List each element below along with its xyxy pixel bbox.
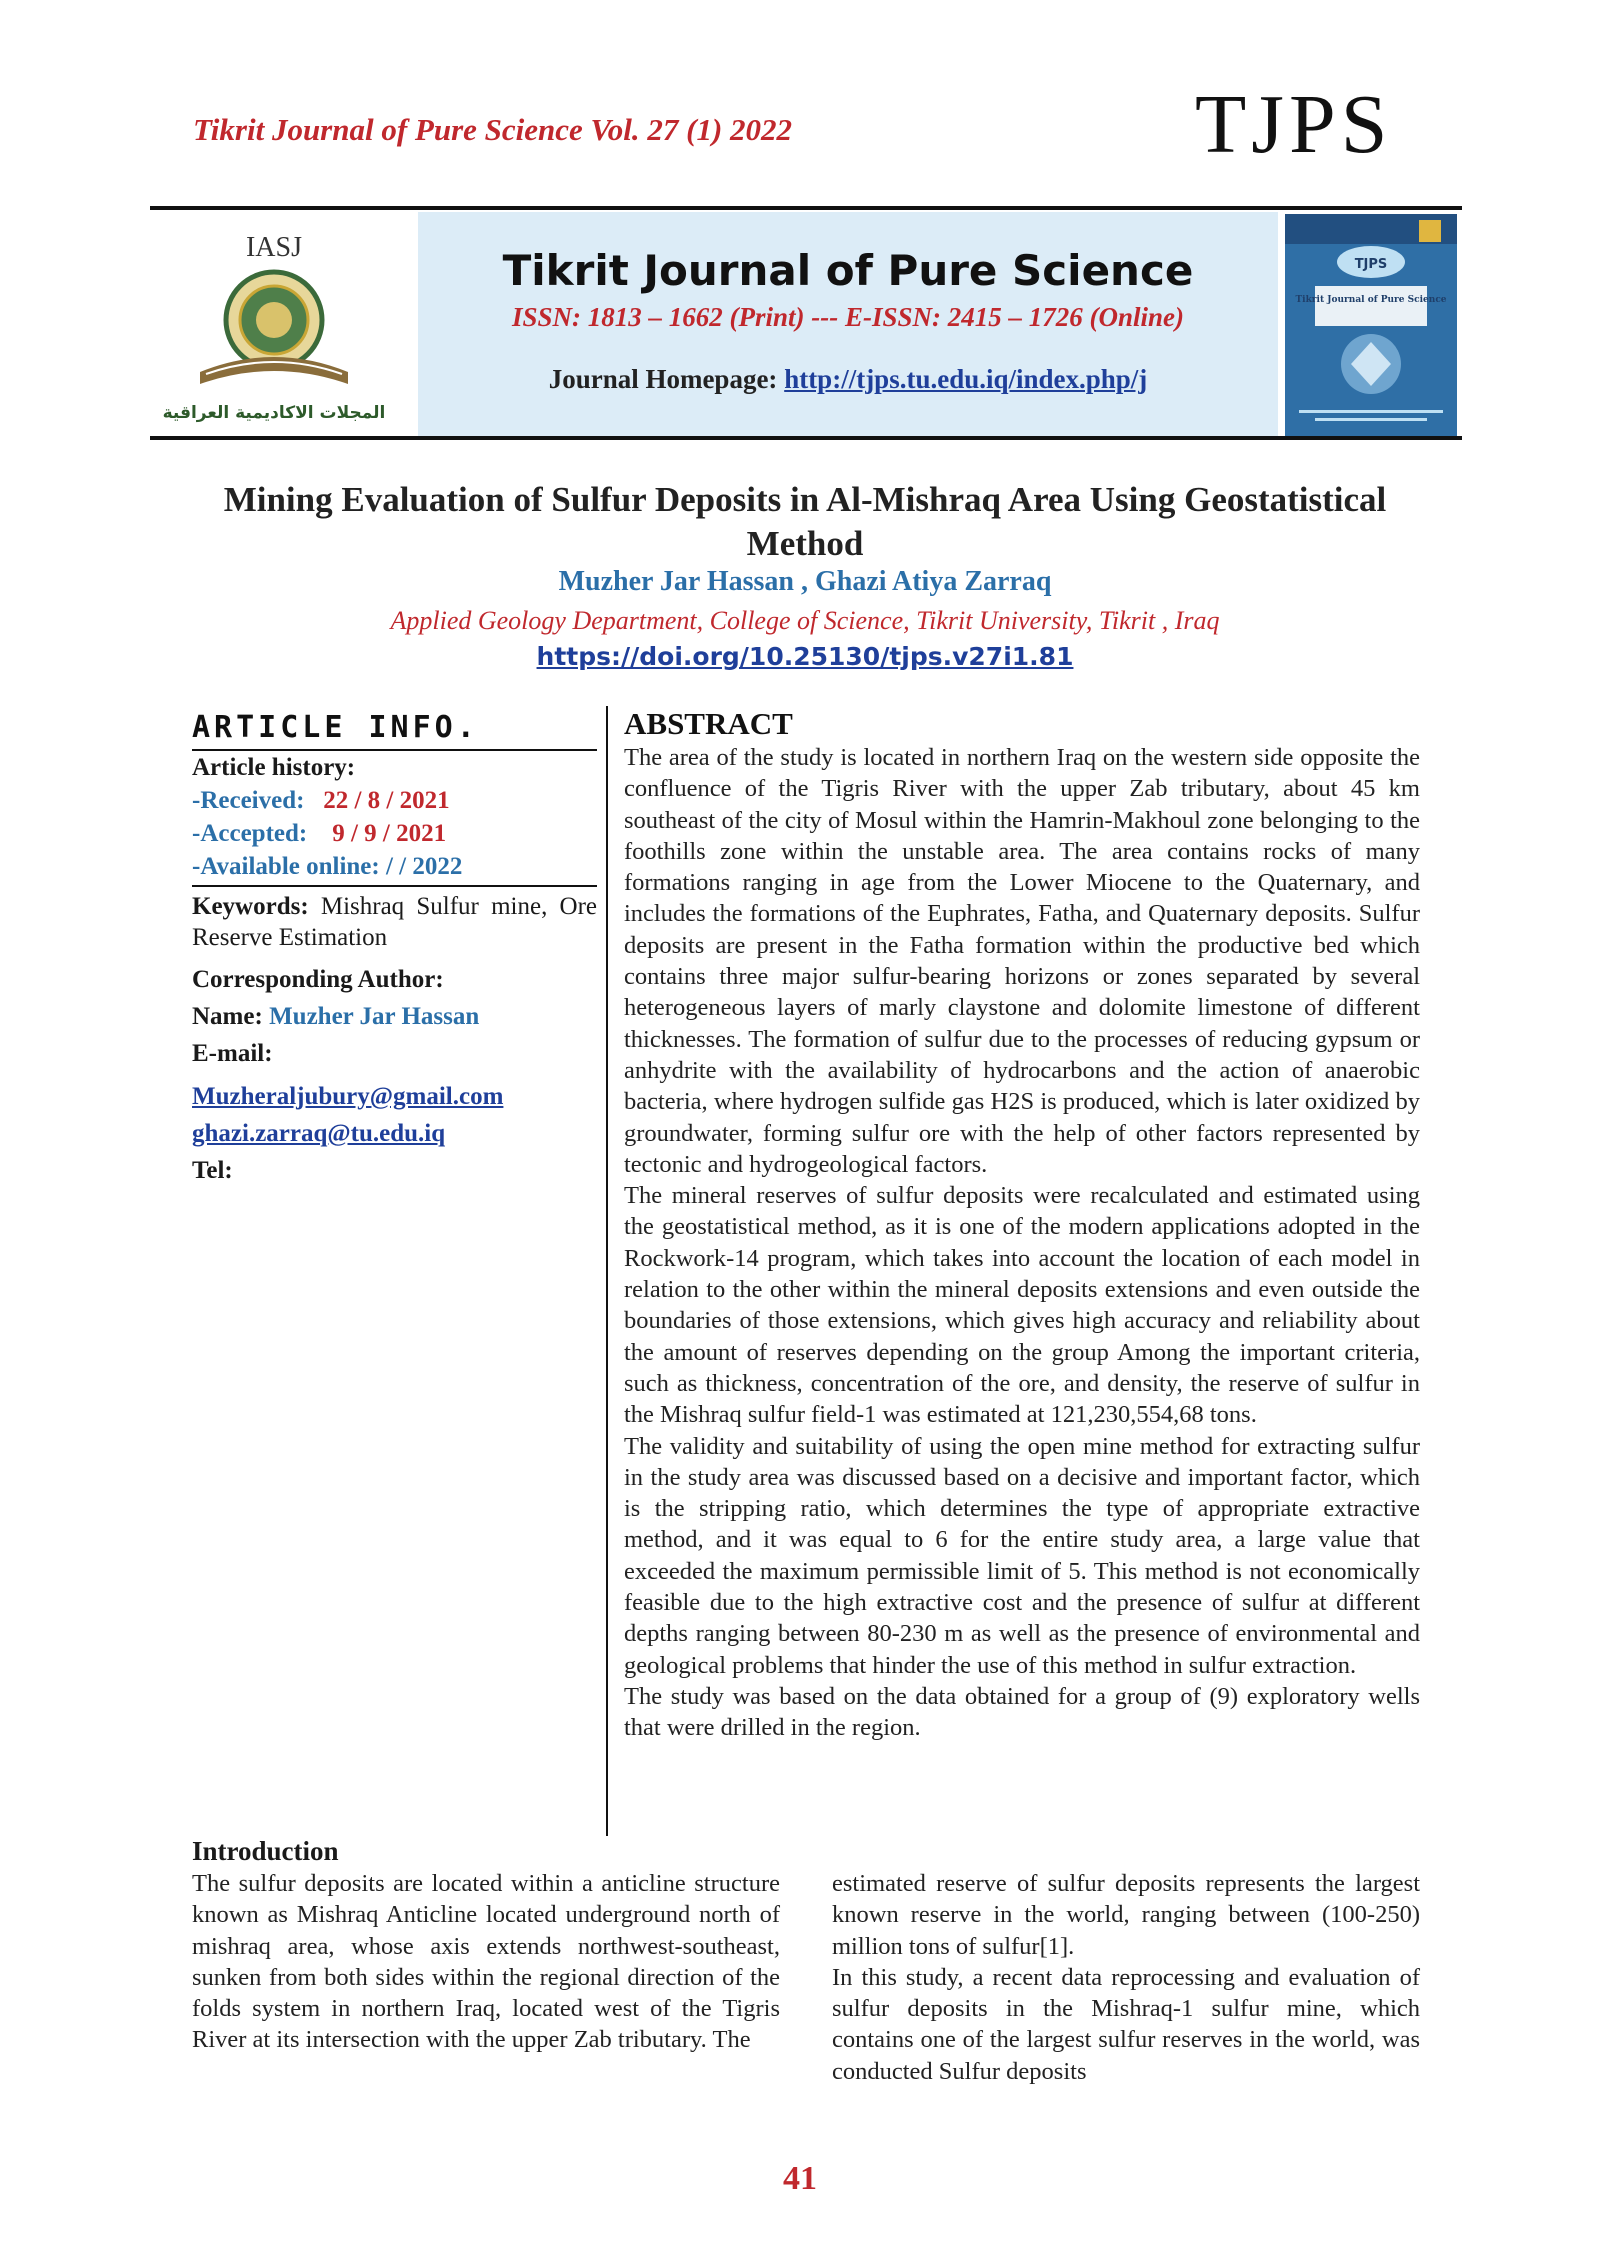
abstract-paragraph-3: The validity and suitability of using the open mine method for extracting sulfur in the study area was discussed based on a decisive and important factor, which is the stripping ratio, which determines the type of appropriate extractive method, and it was equal to 6 for the entire study area, a large value that exceeded the maximum permissible limit of 5. This method is not economically feasible due to the high extractive cost and the presence of sulfur at different depths ranging between 80-230 m as well as the presence of environmental and geological problems that hinder the use of this method in sulfur extraction.: [624, 1432, 1420, 1679]
article-info-heading: ARTICLE INFO.: [192, 710, 479, 745]
iasj-logo-text: IASJ: [245, 232, 303, 263]
homepage-link[interactable]: http://tjps.tu.edu.iq/index.php/j: [784, 364, 1148, 394]
journal-title: Tikrit Journal of Pure Science: [502, 246, 1194, 295]
paper-title: Mining Evaluation of Sulfur Deposits in Al-Mishraq Area Using Geostatistical Method: [223, 480, 1387, 563]
abstract-heading: ABSTRACT: [624, 706, 793, 741]
name-label: Name:: [192, 1003, 263, 1030]
paper-authors: Muzher Jar Hassan , Ghazi Atiya Zarraq: [558, 566, 1052, 597]
iasj-emblem-icon: [160, 222, 420, 432]
running-head: Tikrit Journal of Pure Science Vol. 27 (1) 2022: [193, 112, 793, 147]
banner-bottom-rule: [150, 436, 1462, 440]
received-date: [192, 784, 597, 817]
doi-link[interactable]: https://doi.org/10.25130/tjps.v27i1.81: [536, 642, 1074, 671]
homepage-label: Journal Homepage:: [548, 364, 778, 394]
cover-badge: TJPS: [1354, 257, 1388, 272]
abstract-paragraph-1: The area of the study is located in northern Iraq on the western side opposite the confluence of the Tigris River with the upper Zab tributary, about 45 km southeast of the city of Mosul within the Hamrin-Makhoul zone belonging to the foothills zone within the unstable area. The area contains rocks of many formations ranging in age from the Lower Miocene to the Quaternary, and includes the formations of the Euphrates, Fatha, and Quaternary deposits. Sulfur deposits are present in the Fatha formation within the productive bed which contains three major sulfur-bearing horizons or zones separated by several heterogeneous layers of marly claystone and dolomite limestone of different thicknesses. The formation of sulfur due to the processes of reducing gypsum or anhydrite with the availability of hydrocarbons and the action of anaerobic bacteria, where hydrogen sulfide gas H2S is produced, which is later oxidized by groundwater, forming sulfur ore with the help of other factors represented by tectonic and hydrogeological factors.: [624, 744, 1420, 1178]
email-link-2-row: [192, 1117, 597, 1150]
introduction-left-column: [192, 1868, 780, 2056]
online-label: -Available online:: [192, 853, 380, 880]
cover-thumbnail-icon: [1285, 214, 1457, 436]
accepted-label: -Accepted:: [192, 820, 308, 847]
page-number: 41: [783, 2160, 817, 2197]
intro-paragraph-right-2: In this study, a recent data reprocessing and evaluation of sulfur deposits in the Mishraq-1 sulfur mine, which contains one of the largest sulfur reserves in the world, was conducted Sulfur deposits: [832, 1963, 1420, 2085]
keywords-label: Keywords:: [192, 893, 309, 920]
received-label: -Received:: [192, 787, 305, 814]
banner-top-rule: [150, 206, 1462, 210]
abstract-paragraph-2: The mineral reserves of sulfur deposits were recalculated and estimated using the geostatistical method, as it is one of the modern applications adopted in the Rockwork-14 program, which takes into account the location of each model in relation to the other within the mineral deposits extensions and even outside the boundaries of those extensions, which gives high accuracy and reliability about the amount of reserves depending on the group Among the important criteria, such as thickness, concentration of the ore, and density, the reserve of sulfur in the Mishraq sulfur field-1 was estimated at 121,230,554,68 tons.: [624, 1182, 1420, 1429]
cover-title: Tikrit Journal of Pure Science: [1295, 295, 1447, 305]
journal-brand: TJPS: [1195, 78, 1393, 171]
journal-issn: ISSN: 1813 – 1662 (Print) --- E-ISSN: 2415 – 1726 (Online): [511, 302, 1185, 332]
received-value: 22 / 8 / 2021: [323, 787, 450, 814]
email-link-2[interactable]: ghazi.zarraq@tu.edu.iq: [192, 1120, 446, 1147]
accepted-date: [192, 817, 597, 850]
introduction-heading: Introduction: [192, 1836, 339, 1866]
journal-info-panel: [418, 212, 1278, 440]
intro-paragraph-left: The sulfur deposits are located within a anticline structure known as Mishraq Anticline located underground north of mishraq area, whose axis extends northwest-southeast, sunken from both sides within the regional direction of the folds system in northern Iraq, located west of the Tigris River at its intersection with the upper Zab tributary. The: [192, 1870, 780, 2054]
info-divider: [192, 885, 597, 887]
keywords: [192, 891, 597, 953]
article-history-label: Article history:: [192, 754, 356, 781]
email-link-1-row: [192, 1080, 597, 1113]
intro-paragraph-right-1: estimated reserve of sulfur deposits represents the largest known reserve in the world, ranging between (100-250) million tons of sulfur[1].: [832, 1870, 1420, 1960]
online-value: / / 2022: [385, 853, 463, 880]
journal-cover-image: [1285, 214, 1457, 436]
abstract: [624, 706, 1420, 1744]
paper-affiliation: Applied Geology Department, College of Science, Tikrit University, Tikrit , Iraq: [390, 606, 1220, 635]
iasj-arabic-text: المجلات الاكاديمية العراقية: [162, 403, 386, 423]
tel-label: Tel:: [192, 1157, 233, 1184]
author-name: [192, 1000, 597, 1033]
keywords-value: Mishraq Sulfur mine, Ore Reserve Estimation: [192, 893, 597, 951]
journal-homepage: [418, 364, 1278, 395]
email-link-1[interactable]: Muzheraljubury@gmail.com: [192, 1083, 504, 1110]
journal-banner: [150, 212, 1462, 440]
author-name-value: Muzher Jar Hassan: [269, 1003, 480, 1030]
introduction-right-column: [832, 1868, 1420, 2087]
accepted-value: 9 / 9 / 2021: [332, 820, 447, 847]
email-label: E-mail:: [192, 1040, 273, 1067]
online-date: [192, 850, 597, 885]
abstract-paragraph-4: The study was based on the data obtained for a group of (9) exploratory wells that were drilled in the region.: [624, 1682, 1420, 1742]
corresponding-author-label: Corresponding Author:: [192, 966, 444, 993]
column-divider: [606, 706, 608, 1836]
article-info: [192, 710, 597, 1187]
